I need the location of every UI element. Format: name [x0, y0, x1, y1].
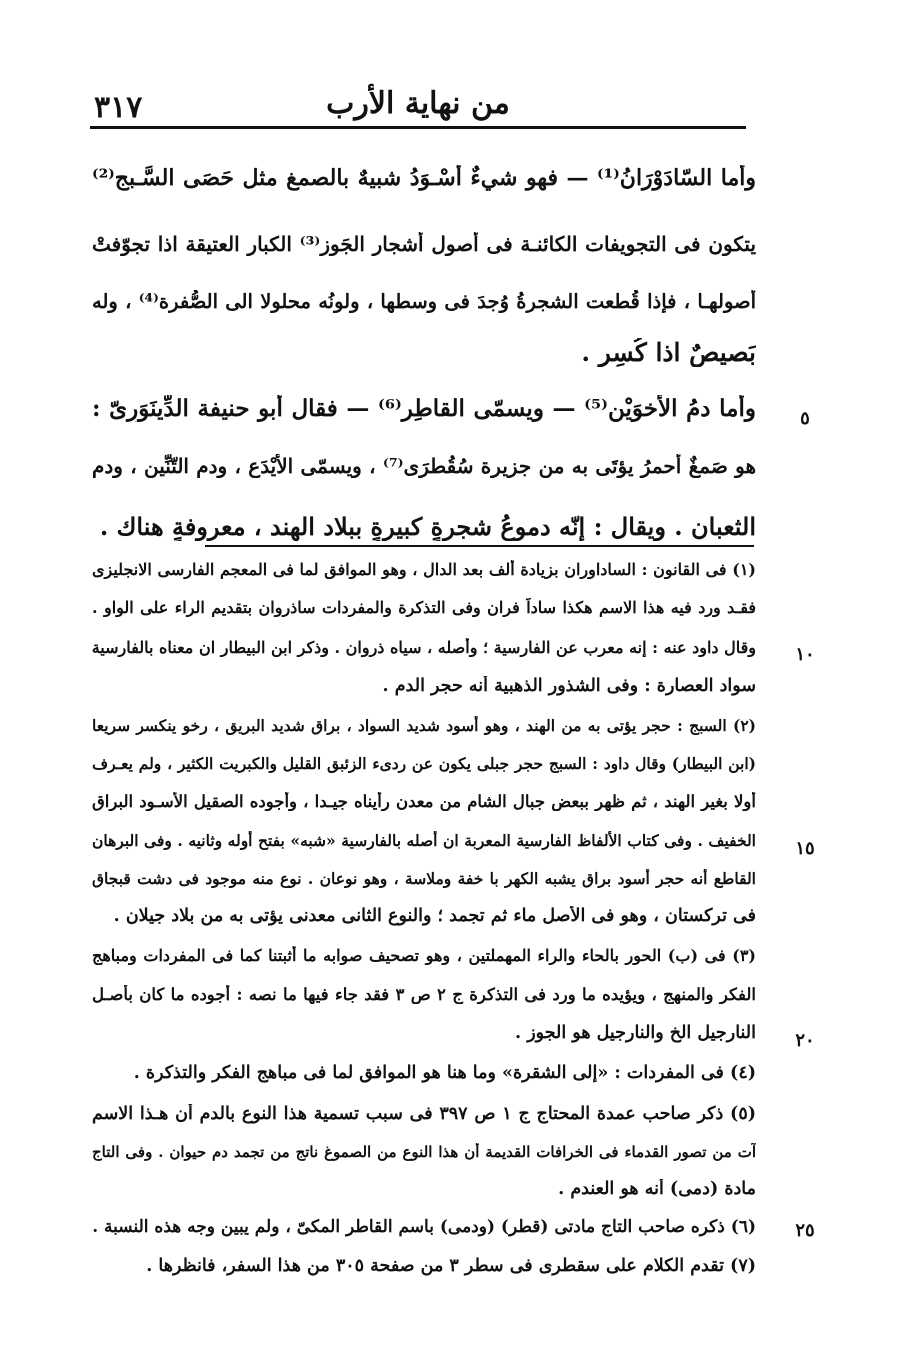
footnote-line: النارجيل الخ والنارجيل هو الجوز . [515, 1023, 756, 1043]
margin-line-number: ١٥ [795, 838, 815, 859]
footnote-line: (ابن البيطار) وقال داود : السبج حجر جبلى يكون عن ردىء الزئبق القليل والكبريت الكثير ، ولم يعـرف [92, 754, 756, 773]
footnote-line: الفكر والمنهج ، ويؤيده ما ورد فى التذكرة ج ٢ ص ٣ فقد جاء فيها ما نصه : أجوده ما كان بأصـل [92, 985, 756, 1004]
margin-line-number: ٢٥ [795, 1220, 815, 1241]
footnote-line: (٣) فى (ب) الحور بالحاء والراء المهملتين ، وهو تصحيف صوابه ما أثبتنا كما فى المفردات ومباهج [92, 946, 756, 965]
footnote-line: وقال داود عنه : إنه معرب عن الفارسية ؛ وأصله ، سياه ذروان . وذكر ابن البيطار ان معناه بالفارسية [92, 638, 756, 657]
footnote-line: (٦) ذكره صاحب التاج مادتى (قطر) (ودمى) باسم القاطر المكىّ ، ولم يبين وجه هذه النسبة . [92, 1217, 756, 1237]
footnote-line: (٥) ذكر صاحب عمدة المحتاج ج ١ ص ٣٩٧ فى سبب تسمية هذا النوع بالدم أن هـذا الاسم [92, 1104, 756, 1124]
footnote-line: آت من تصور القدماء فى الخرافات القديمة أن هذا النوع من الصموغ ناتج من تجمد دم حيوان . وفى التاج [92, 1143, 756, 1161]
footnote-line: (١) فى القانون : الساداوران بزيادة ألف بعد الدال ، وهو الموافق لما فى المعجم الفارسى الانجليزى [92, 560, 756, 579]
page-header [90, 78, 746, 132]
footnote-line: (٧) تقدم الكلام على سقطرى فى سطر ٣ من صفحة ٣٠٥ من هذا السفر، فانظرها . [146, 1256, 756, 1276]
footnote-line: (٤) فى المفردات : «إلى الشقرة» وما هنا هو الموافق لما فى مباهج الفكر والتذكرة . [133, 1063, 756, 1083]
body-line: وأما دمُ الأخوَيْن⁽⁵⁾ — ويسمّى القاطِر⁽⁶⁾ — فقال أبو حنيفة الدِّينَوَرِىّ : [92, 395, 756, 422]
margin-line-number: ٢٠ [795, 1030, 815, 1051]
footnote-line: الخفيف . وفى كتاب الألفاظ الفارسية المعربة ان أصله بالفارسية «شبه» بفتح أوله وثانيه . وفى البرهان [92, 831, 756, 850]
body-line: الثعبان . ويقال : إنّه دموعُ شجرةٍ كبيرةٍ ببلاد الهند ، معروفةٍ هناك . [99, 512, 756, 541]
header-rule [90, 126, 746, 129]
footnote-line: فقـد ورد فيه هذا الاسم هكذا ساداً فران وفى التذكرة والمفردات ساذروان بتقديم الراء على الواو . [92, 598, 756, 617]
body-line: بَصيصٌ اذا كُسِر . [581, 338, 756, 367]
running-title: من نهاية الأرب [326, 86, 510, 121]
footnote-separator [205, 545, 754, 547]
body-line: وأما السّادَوْرَانُ⁽¹⁾ — فهو شيءٌ أسْـوَدُ شبيهٌ بالصمغ مثل حَصَى السَّـبج⁽²⁾ [92, 165, 756, 191]
body-line: يتكون فى التجويفات الكائنـة فى أصول أشجار الجَوز⁽³⁾ الكبار العتيقة اذا تجوّفتْ [92, 232, 756, 256]
footnote-line: (٢) السبج : حجر يؤتى به من الهند ، وهو أسود شديد السواد ، براق شديد البريق ، رخو ينكسر سريعا [92, 716, 756, 735]
footnote-line: مادة (دمى) أنه هو العندم . [558, 1179, 756, 1199]
margin-line-number: ١٠ [795, 644, 815, 665]
footnote-line: فى تركستان ، وهو فى الأصل ماء ثم تجمد ؛ والنوع الثانى معدنى يؤتى به من بلاد جيلان . [113, 906, 756, 926]
footnote-line: القاطع أنه حجر أسود براق يشبه الكهر با خفة وملاسة ، وهو نوعان . نوع منه موجود فى دشت قبجاق [92, 869, 756, 888]
footnote-line: سواد العصارة : وفى الشذور الذهبية أنه حجر الدم . [382, 676, 756, 696]
page-number: ٣١٧ [94, 90, 143, 125]
footnote-line: أولا بغير الهند ، ثم ظهر ببعض جبال الشام من معدن رأيناه جيـدا ، وأجوده الصقيل الأسـود البراق [92, 792, 756, 811]
body-line: أصولهـا ، فإذا قُطعت الشجرةُ وُجدَ فى وسطها ، ولونُه محلولا الى الصُّفرة⁽⁴⁾ ، وله [92, 290, 756, 313]
body-line: هو صَمغٌ أحمرُ يؤتَى به من جزيرة سُقُطرَى⁽⁷⁾ ، ويسمّى الأَيْدَع ، ودم التّنِّين ، ودم [92, 454, 756, 478]
margin-line-number: ٥ [800, 408, 810, 429]
